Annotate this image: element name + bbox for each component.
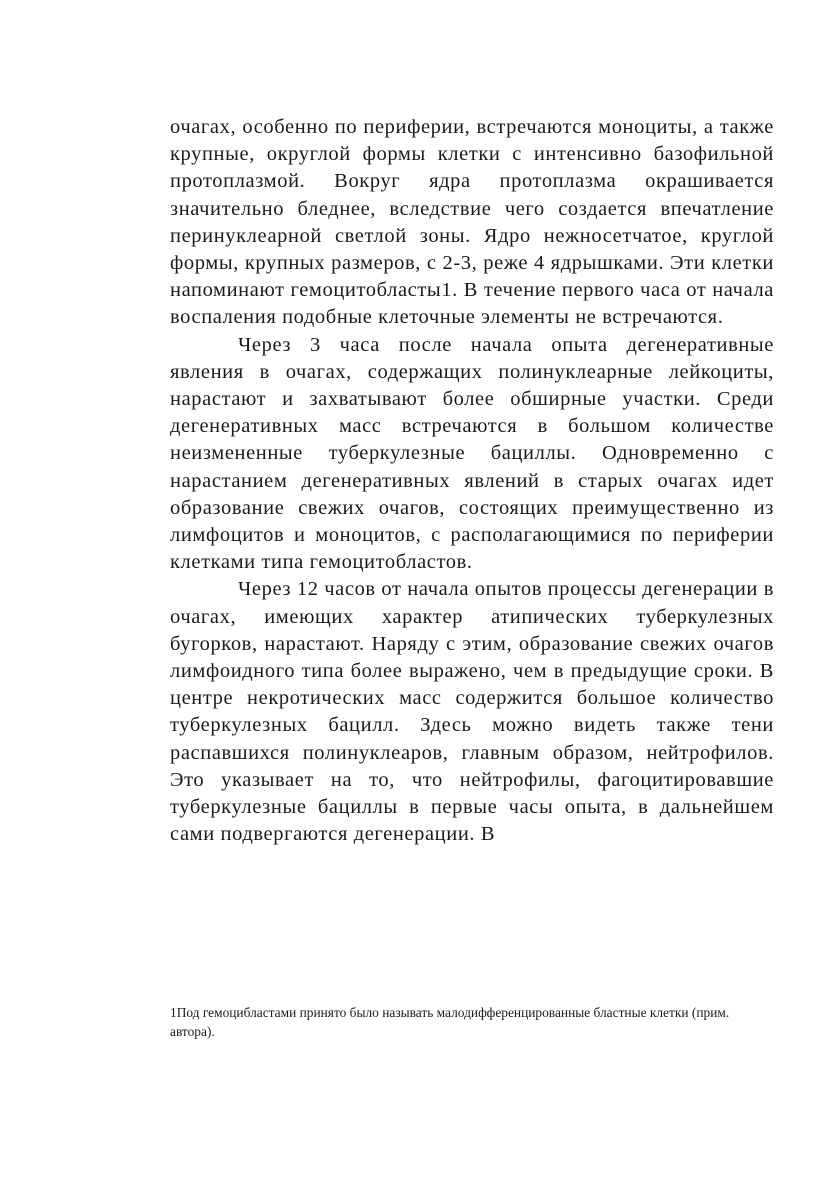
paragraph-2: Через 3 часа после начала опыта дегенеративные явления в очагах, содержащих полинуклеарные лейкоциты, нарастают и захватывают более обширные участки. Среди дегенеративных масс встречаются в большом количестве неизмененные туберкулезные бациллы. Одновременно с нарастанием дегенеративных явлений в старых очагах идет образование свежих очагов, состоящих преимущественно из лимфоцитов и моноцитов, с располагающимися по периферии клетками типа гемоцитобластов.	[170, 333, 774, 574]
footnote-paragraph	[170, 1003, 760, 1041]
footnote-marker: 1	[170, 1005, 177, 1020]
paragraph-1	[170, 114, 774, 332]
main-text	[170, 114, 774, 848]
paragraph-1-text: очагах, особенно по периферии, встречаются моноциты, а также крупные, округлой формы клетки с интенсивно базофильной протоплазмой. Вокруг ядра протоплазма окрашивается значительно бледнее, вследствие чего создается впечатление перинуклеарной светлой зоны. Ядро нежносетчатое, круглой формы, крупных размеров, с 2-3, реже 4 ядрышками. Эти клетки напоминают гемоцитобласты	[170, 116, 774, 302]
footnote-text: Под гемоцибластами принято было называть малодифференцированные бластные клетки (прим. автора).	[170, 1005, 730, 1039]
paragraph-1-continuation: . В течение первого часа от начала воспаления подобные клеточные элементы не встречаются.	[170, 279, 774, 329]
footnote-reference: 1	[441, 279, 453, 302]
paragraph-3: Через 12 часов от начала опытов процессы дегенерации в очагах, имеющих характер атипических туберкулезных бугорков, нарастают. Наряду с этим, образование свежих очагов лимфоидного типа более выражено, чем в предыдущие сроки. В центре некротических масс содержится большое количество туберкулезных бацилл. Здесь можно видеть также тени распавшихся полинуклеаров, главным образом, нейтрофилов. Это указывает на то, что нейтрофилы, фагоцитировавшие туберкулезные бациллы в первые часы опыта, в дальнейшем сами подвергаются дегенерации. В	[170, 578, 774, 846]
footnote	[170, 1003, 760, 1041]
